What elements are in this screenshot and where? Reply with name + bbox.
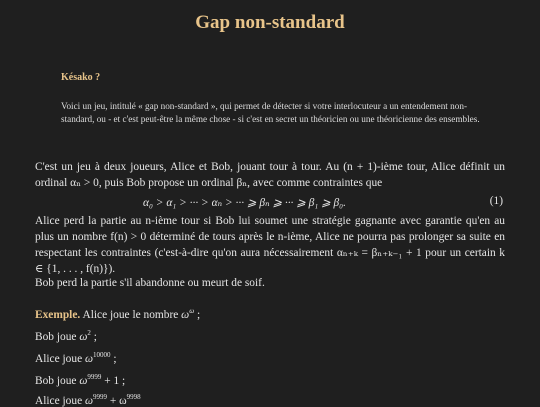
example-line-sym: ω xyxy=(85,395,94,407)
example-line-sym: ω xyxy=(79,331,88,343)
example-line-sym: ω xyxy=(79,375,88,387)
example-line xyxy=(35,331,97,343)
paragraph-rules: C'est un jeu à deux joueurs, Alice et Bob, jouant tour à tour. Au (n + 1)-ième tour, Alice définit un ordinal αₙ > 0, puis Bob propose un ordinal βₙ, avec comme contraintes que xyxy=(35,161,505,189)
example-line-text: Alice joue xyxy=(35,353,83,365)
example-line-text: Alice joue xyxy=(35,395,83,407)
paragraph-bob-loses: Bob perd la partie s'il abandonne ou meurt de soif. xyxy=(35,277,265,289)
example-line-text: Bob joue xyxy=(35,331,77,343)
example-intro-text: Alice joue le nombre xyxy=(82,309,179,321)
kesako-text: Voici un jeu, intitulé « gap non-standard », qui permet de détecter si votre interlocuteur a un entendement non-standard, ou - et c'est peut-être la même chose - si c'est en secret un théoricien ou une théoricienne des ensembles. xyxy=(61,101,480,124)
example-line-text: Bob joue xyxy=(35,375,77,387)
example-line-sup: 9999 xyxy=(87,373,102,382)
example-line-sup2: 9998 xyxy=(126,393,141,402)
equation-1 xyxy=(35,195,505,211)
equation-number: (1) xyxy=(489,195,503,207)
paragraph-alice-loses: Alice perd la partie au n-ième tour si Bob lui soumet une stratégie gagnante avec garantie qu'en au plus un nombre f(n) > 0 déterminé de tours après le n-ième, Alice ne pourra pas prolonger sa suite en respectant les contraintes (c'est-à-dire qu'on aura nécessairement αₙ₊ₖ = βₙ₊ₖ₋₁ + 1 pour un certain k ∈ {1, . . . , f(n)}). xyxy=(35,215,505,275)
example-intro: Exemple. Alice joue le nombre $\omega^\omega$ ; xyxy=(35,307,201,321)
example-label: Exemple. xyxy=(35,309,81,321)
example-line-suffix: + 1 ; xyxy=(101,375,126,387)
equation-expression: α₀ > α₁ > ··· > αₙ > ··· ⩾ βₙ ⩾ ··· ⩾ β₁ ⩾ β₀. xyxy=(143,197,346,209)
example-line-sup: 9999 xyxy=(93,393,108,402)
example-line-sup: 10000 xyxy=(93,351,111,360)
example-intro-sym: ω xyxy=(181,309,190,321)
page-title: Gap non-standard xyxy=(195,12,345,33)
example-intro-sup: ω xyxy=(189,307,195,316)
example-line-sup: 2 xyxy=(87,329,91,338)
example-line-suffix: ; xyxy=(110,353,117,365)
example-line-suffix: ; xyxy=(90,331,97,343)
example-line-sym: ω xyxy=(85,353,94,365)
example-line xyxy=(35,375,125,387)
example-line xyxy=(35,353,117,365)
example-line xyxy=(35,395,141,407)
kesako-heading: Késako ? xyxy=(61,72,101,83)
example-line-suffix: + ω xyxy=(107,395,127,407)
